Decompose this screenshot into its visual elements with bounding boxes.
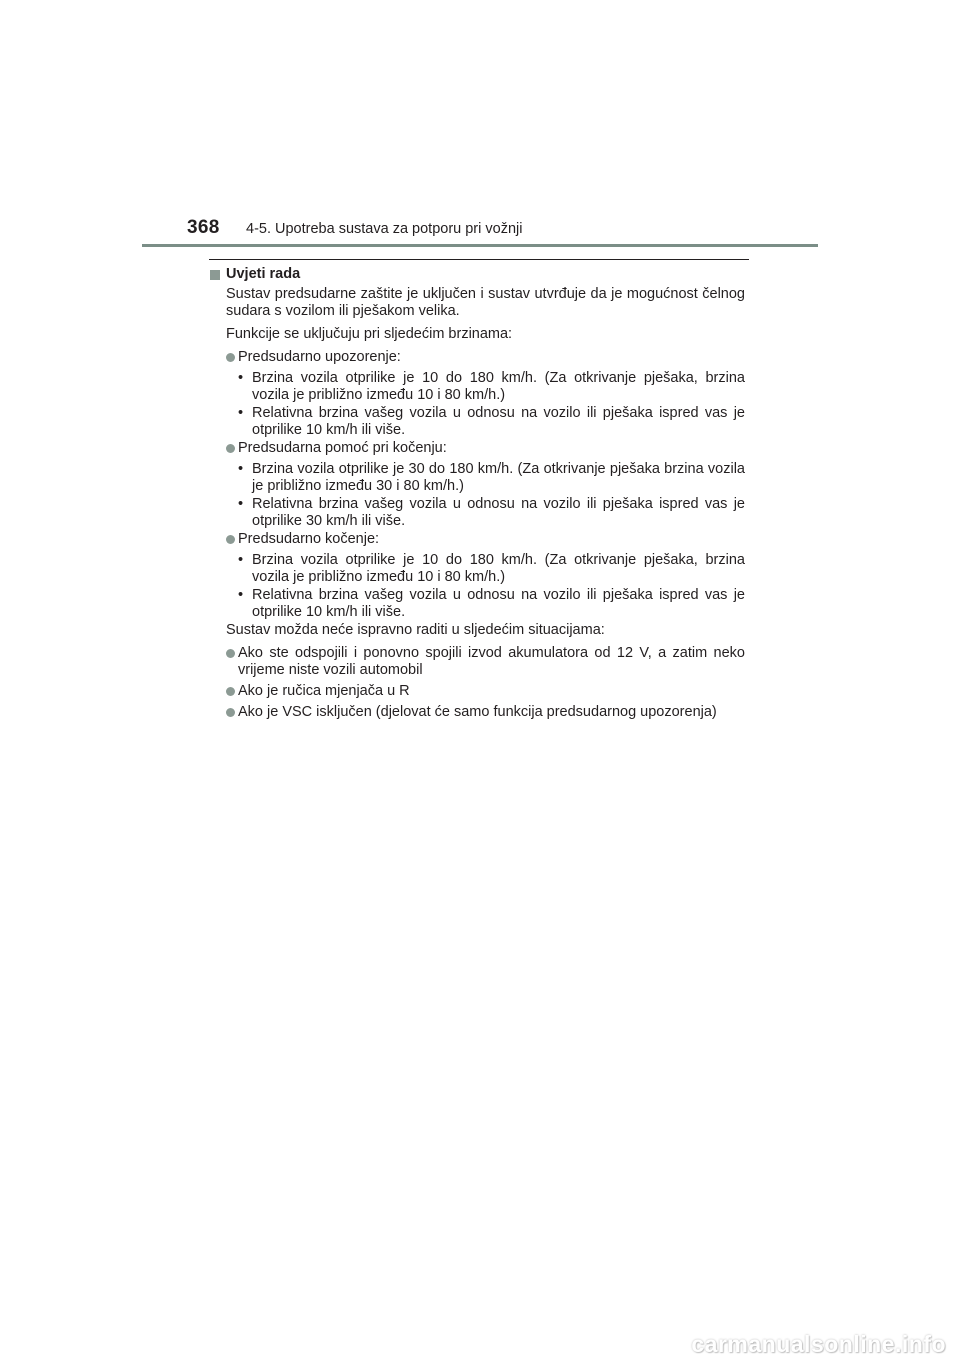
- situation-text: Ako je VSC isključen (djelovat će samo funkcija predsudarnog upozorenja): [238, 704, 717, 720]
- square-bullet-icon: [210, 270, 220, 280]
- situations-intro: Sustav možda neće ispravno raditi u sljedećim situacijama:: [226, 622, 605, 638]
- dot-marker: •: [238, 405, 244, 421]
- situation-item: [226, 683, 745, 700]
- circle-bullet-icon: [226, 444, 235, 453]
- speeds-intro: Funkcije se uključuju pri sljedećim brzinama:: [226, 326, 513, 342]
- function-block: [209, 531, 745, 621]
- situation-text: Ako je ručica mjenjača u R: [238, 683, 410, 699]
- watermark: [0, 1330, 960, 1358]
- condition-text: Relativna brzina vašeg vozila u odnosu na vozilo ili pješaka ispred vas je otprilike 30 km/h ili više.: [252, 496, 745, 529]
- function-item: [226, 440, 745, 457]
- situation-text: Ako ste odspojili i ponovno spojili izvod akumulatora od 12 V, a zatim neko vrijeme niste vozili automobil: [238, 645, 745, 678]
- function-item: [226, 349, 745, 366]
- condition-text: Brzina vozila otprilike je 10 do 180 km/h. (Za otkrivanje pješaka, brzina vozila je približno između 10 i 80 km/h.): [252, 370, 745, 403]
- condition-text: Brzina vozila otprilike je 10 do 180 km/h. (Za otkrivanje pješaka, brzina vozila je približno između 10 i 80 km/h.): [252, 552, 745, 585]
- function-item: [226, 531, 745, 548]
- function-name: Predsudarna pomoć pri kočenju:: [238, 440, 447, 456]
- condition-text: Relativna brzina vašeg vozila u odnosu na vozilo ili pješaka ispred vas je otprilike 10 km/h ili više.: [252, 587, 745, 620]
- dot-marker: •: [238, 461, 244, 477]
- content: [209, 266, 745, 725]
- function-block: [209, 349, 745, 439]
- function-name: Predsudarno kočenje:: [238, 531, 380, 547]
- condition-text: Relativna brzina vašeg vozila u odnosu na vozilo ili pješaka ispred vas je otprilike 10 km/h ili više.: [252, 405, 745, 438]
- circle-bullet-icon: [226, 535, 235, 544]
- heading-row: [209, 266, 745, 283]
- condition-item: [238, 370, 745, 404]
- situation-item: [226, 704, 745, 721]
- condition-item: [238, 405, 745, 439]
- dot-marker: •: [238, 552, 244, 568]
- condition-text: Brzina vozila otprilike je 30 do 180 km/h. (Za otkrivanje pješaka brzina vozila je približno između 30 i 80 km/h.): [252, 461, 745, 494]
- watermark-text: carmanualsonline.info: [691, 1330, 946, 1357]
- page-number: 368: [187, 217, 220, 238]
- dot-marker: •: [238, 370, 244, 386]
- circle-bullet-icon: [226, 353, 235, 362]
- section-title: 4-5. Upotreba sustava za potporu pri vožnji: [246, 221, 523, 237]
- circle-bullet-icon: [226, 649, 235, 658]
- condition-item: [238, 552, 745, 586]
- intro-paragraph: Sustav predsudarne zaštite je uključen i sustav utvrđuje da je mogućnost čelnog sudara s vozilom ili pješakom velika.: [226, 286, 745, 319]
- function-name: Predsudarno upozorenje:: [238, 349, 401, 365]
- function-block: [209, 440, 745, 530]
- dot-marker: •: [238, 496, 244, 512]
- heading: Uvjeti rada: [226, 266, 301, 282]
- header-rule: [142, 244, 818, 247]
- situation-item: [226, 645, 745, 679]
- condition-item: [238, 587, 745, 621]
- circle-bullet-icon: [226, 687, 235, 696]
- content-rule: [209, 259, 749, 260]
- dot-marker: •: [238, 587, 244, 603]
- condition-item: [238, 496, 745, 530]
- condition-item: [238, 461, 745, 495]
- circle-bullet-icon: [226, 708, 235, 717]
